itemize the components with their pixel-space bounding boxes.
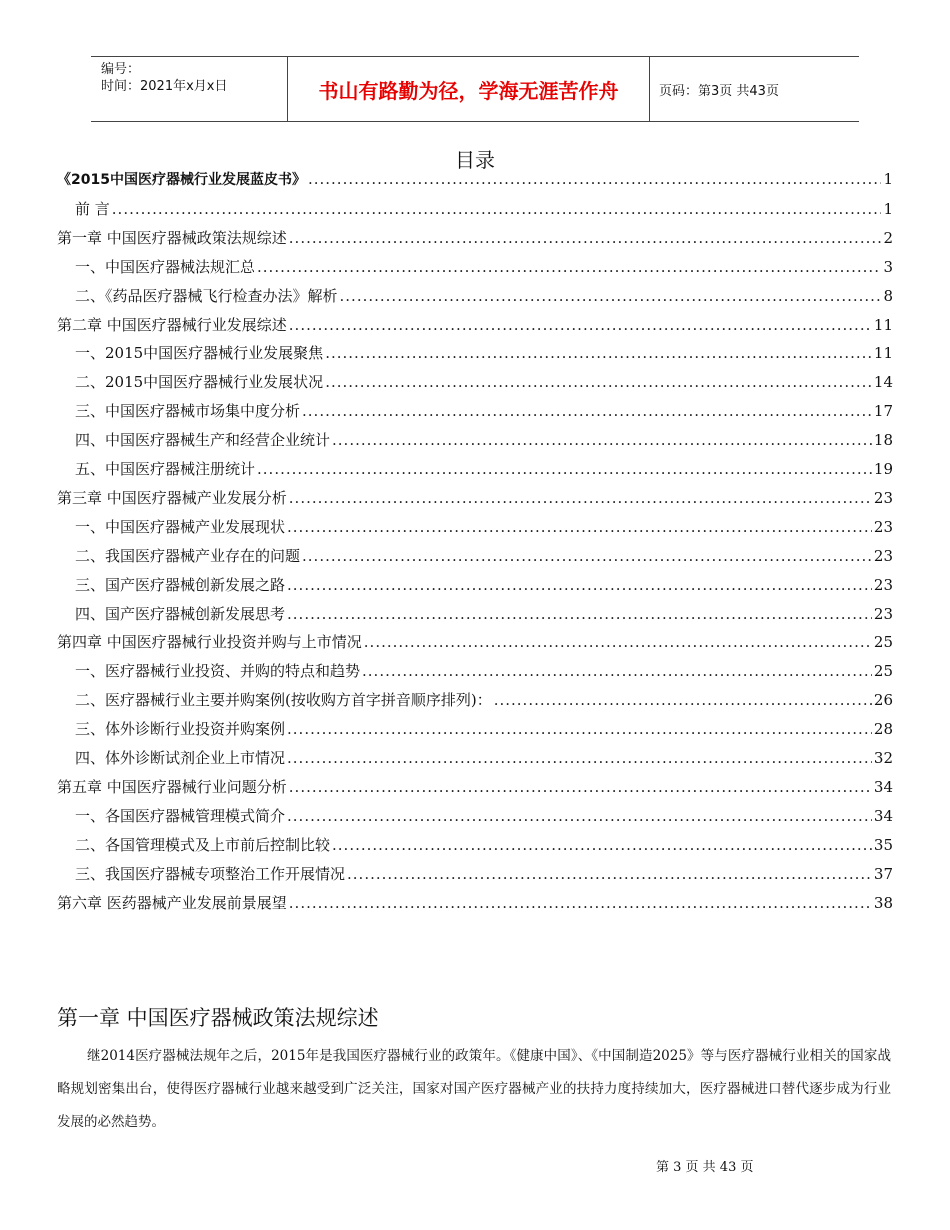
toc-entry[interactable] [75, 545, 893, 573]
toc-entry-page: 23 [873, 547, 893, 565]
toc-entry-title: 一、中国医疗器械产业发展现状 [75, 518, 286, 536]
toc-dot-leader [332, 431, 872, 449]
toc-entry-title: 第六章 医药器械产业发展前景展望 [57, 894, 287, 912]
toc-entry[interactable] [75, 834, 893, 862]
toc-dot-leader [287, 749, 872, 767]
toc-entry[interactable] [75, 400, 893, 428]
toc-dot-leader [287, 518, 872, 536]
toc-entry-title: 三、中国医疗器械市场集中度分析 [75, 402, 301, 420]
toc-entry-page: 28 [873, 720, 893, 738]
toc-entry[interactable] [75, 805, 893, 833]
toc-entry[interactable] [57, 169, 893, 197]
code-label: 编号： [101, 62, 141, 77]
toc-entry-page: 1 [883, 170, 893, 188]
toc-entry[interactable] [75, 371, 893, 399]
toc-entry[interactable] [57, 631, 893, 659]
toc-entry-page: 34 [873, 778, 893, 796]
toc-entry[interactable] [75, 458, 893, 486]
toc-entry[interactable] [75, 689, 893, 717]
toc-entry[interactable] [57, 314, 893, 342]
toc-entry[interactable] [75, 603, 893, 631]
toc-entry[interactable] [75, 516, 893, 544]
toc-dot-leader [287, 807, 872, 825]
toc-entry[interactable] [75, 285, 893, 313]
toc-entry-title: 第二章 中国医疗器械行业发展综述 [57, 316, 287, 334]
toc-entry[interactable] [75, 574, 893, 602]
toc-dot-leader [257, 258, 881, 276]
header-motto: 书山有路勤为径，学海无涯苦作舟 [318, 78, 619, 103]
toc-entry-title: 三、国产医疗器械创新发展之路 [75, 576, 286, 594]
toc-entry-title: 三、我国医疗器械专项整治工作开展情况 [75, 865, 346, 883]
toc-title: 目录 [455, 148, 495, 172]
toc-entry-page: 23 [873, 605, 893, 623]
toc-entry-page: 14 [873, 373, 893, 391]
toc-entry[interactable] [57, 776, 893, 804]
toc-entry-title: 前 言 [75, 200, 110, 218]
toc-entry-title: 五、中国医疗器械注册统计 [75, 460, 256, 478]
toc-entry-page: 37 [873, 865, 893, 883]
toc-entry-title: 四、体外诊断试剂企业上市情况 [75, 749, 286, 767]
toc-dot-leader [340, 287, 882, 305]
toc-entry-page: 34 [873, 807, 893, 825]
toc-entry-page: 1 [883, 200, 893, 218]
toc-dot-leader [289, 489, 872, 507]
header-meta-cell [91, 57, 287, 121]
toc-entry-page: 23 [873, 576, 893, 594]
toc-dot-leader [289, 229, 882, 247]
toc-entry-page: 17 [873, 402, 893, 420]
toc-dot-leader [287, 576, 872, 594]
toc-entry[interactable] [75, 660, 893, 688]
toc-entry-title: 一、各国医疗器械管理模式简介 [75, 807, 286, 825]
toc-dot-leader [112, 200, 882, 218]
toc-dot-leader [289, 894, 872, 912]
toc-entry-title: 二、2015中国医疗器械行业发展状况 [75, 373, 324, 391]
toc-entry-title: 一、2015中国医疗器械行业发展聚焦 [75, 344, 324, 362]
toc-entry-page: 11 [873, 316, 893, 334]
toc-entry-title: 二、医疗器械行业主要并购案例(按收购方首字拼音顺序排列)： [75, 691, 492, 709]
toc-entry-title: 第五章 中国医疗器械行业问题分析 [57, 778, 287, 796]
toc-entry-page: 25 [873, 633, 893, 651]
toc-entry[interactable] [57, 892, 893, 920]
toc-entry-title: 二、《药品医疗器械飞行检查办法》解析 [75, 287, 338, 305]
section-heading: 第一章 中国医疗器械政策法规综述 [57, 1006, 379, 1030]
toc-entry-title: 一、医疗器械行业投资、并购的特点和趋势 [75, 662, 361, 680]
toc-entry[interactable] [75, 342, 893, 370]
toc-entry-title: 四、国产医疗器械创新发展思考 [75, 605, 286, 623]
toc-entry-title: 三、体外诊断行业投资并购案例 [75, 720, 286, 738]
toc-dot-leader [257, 460, 872, 478]
toc-entry-page: 18 [873, 431, 893, 449]
toc-dot-leader [364, 633, 872, 651]
toc-entry-page: 32 [873, 749, 893, 767]
toc-entry[interactable] [75, 256, 893, 284]
toc-entry[interactable] [57, 487, 893, 515]
toc-dot-leader [325, 373, 872, 391]
toc-dot-leader [362, 662, 872, 680]
toc-entry-page: 26 [873, 691, 893, 709]
toc-dot-leader [302, 402, 872, 420]
toc-dot-leader [308, 170, 881, 188]
toc-entry-page: 3 [883, 258, 893, 276]
header-page-info: 页码：第3页 共43页 [659, 83, 779, 99]
toc-dot-leader [325, 344, 872, 362]
toc-entry[interactable] [75, 747, 893, 775]
toc-entry-title: 二、各国管理模式及上市前后控制比较 [75, 836, 331, 854]
toc-dot-leader [287, 605, 872, 623]
toc-entry-page: 8 [883, 287, 893, 305]
toc-dot-leader [289, 316, 872, 334]
toc-dot-leader [289, 778, 872, 796]
toc-entry-title: 第三章 中国医疗器械产业发展分析 [57, 489, 287, 507]
toc-dot-leader [302, 547, 872, 565]
toc-dot-leader [347, 865, 872, 883]
toc-entry[interactable] [75, 863, 893, 891]
toc-entry-page: 2 [883, 229, 893, 247]
toc-entry-title: 《2015中国医疗器械行业发展蓝皮书》 [57, 172, 306, 188]
toc-dot-leader [494, 691, 872, 709]
time-label: 时间：2021年x月x日 [101, 79, 228, 94]
toc-entry-title: 第四章 中国医疗器械行业投资并购与上市情况 [57, 633, 362, 651]
toc-entry-page: 23 [873, 518, 893, 536]
header-table [91, 56, 859, 122]
toc-entry-page: 19 [873, 460, 893, 478]
toc-entry-page: 25 [873, 662, 893, 680]
toc-entry-title: 一、中国医疗器械法规汇总 [75, 258, 256, 276]
toc-entry-page: 35 [873, 836, 893, 854]
toc-entry[interactable] [75, 718, 893, 746]
toc-dot-leader [332, 836, 872, 854]
toc-entry-page: 23 [873, 489, 893, 507]
toc-entry-title: 二、我国医疗器械产业存在的问题 [75, 547, 301, 565]
section-paragraph: 继2014医疗器械法规年之后，2015年是我国医疗器械行业的政策年。《健康中国》、《中国制造2025》等与医疗器械行业相关的国家战略规划密集出台，使得医疗器械行业越来越受到广泛关注，国家对国产医疗器械产业的扶持力度持续加大，医疗器械进口替代逐步成为行业发展的必然趋势。 [57, 1048, 891, 1130]
toc-entry-title: 第一章 中国医疗器械政策法规综述 [57, 229, 287, 247]
toc-entry[interactable] [57, 227, 893, 255]
toc-entry[interactable] [75, 198, 893, 226]
toc-dot-leader [287, 720, 872, 738]
toc-entry-page: 38 [873, 894, 893, 912]
toc-entry[interactable] [75, 429, 893, 457]
page-footer: 第 3 页 共 43 页 [656, 1160, 754, 1175]
toc-entry-title: 四、中国医疗器械生产和经营企业统计 [75, 431, 331, 449]
toc-entry-page: 11 [873, 344, 893, 362]
